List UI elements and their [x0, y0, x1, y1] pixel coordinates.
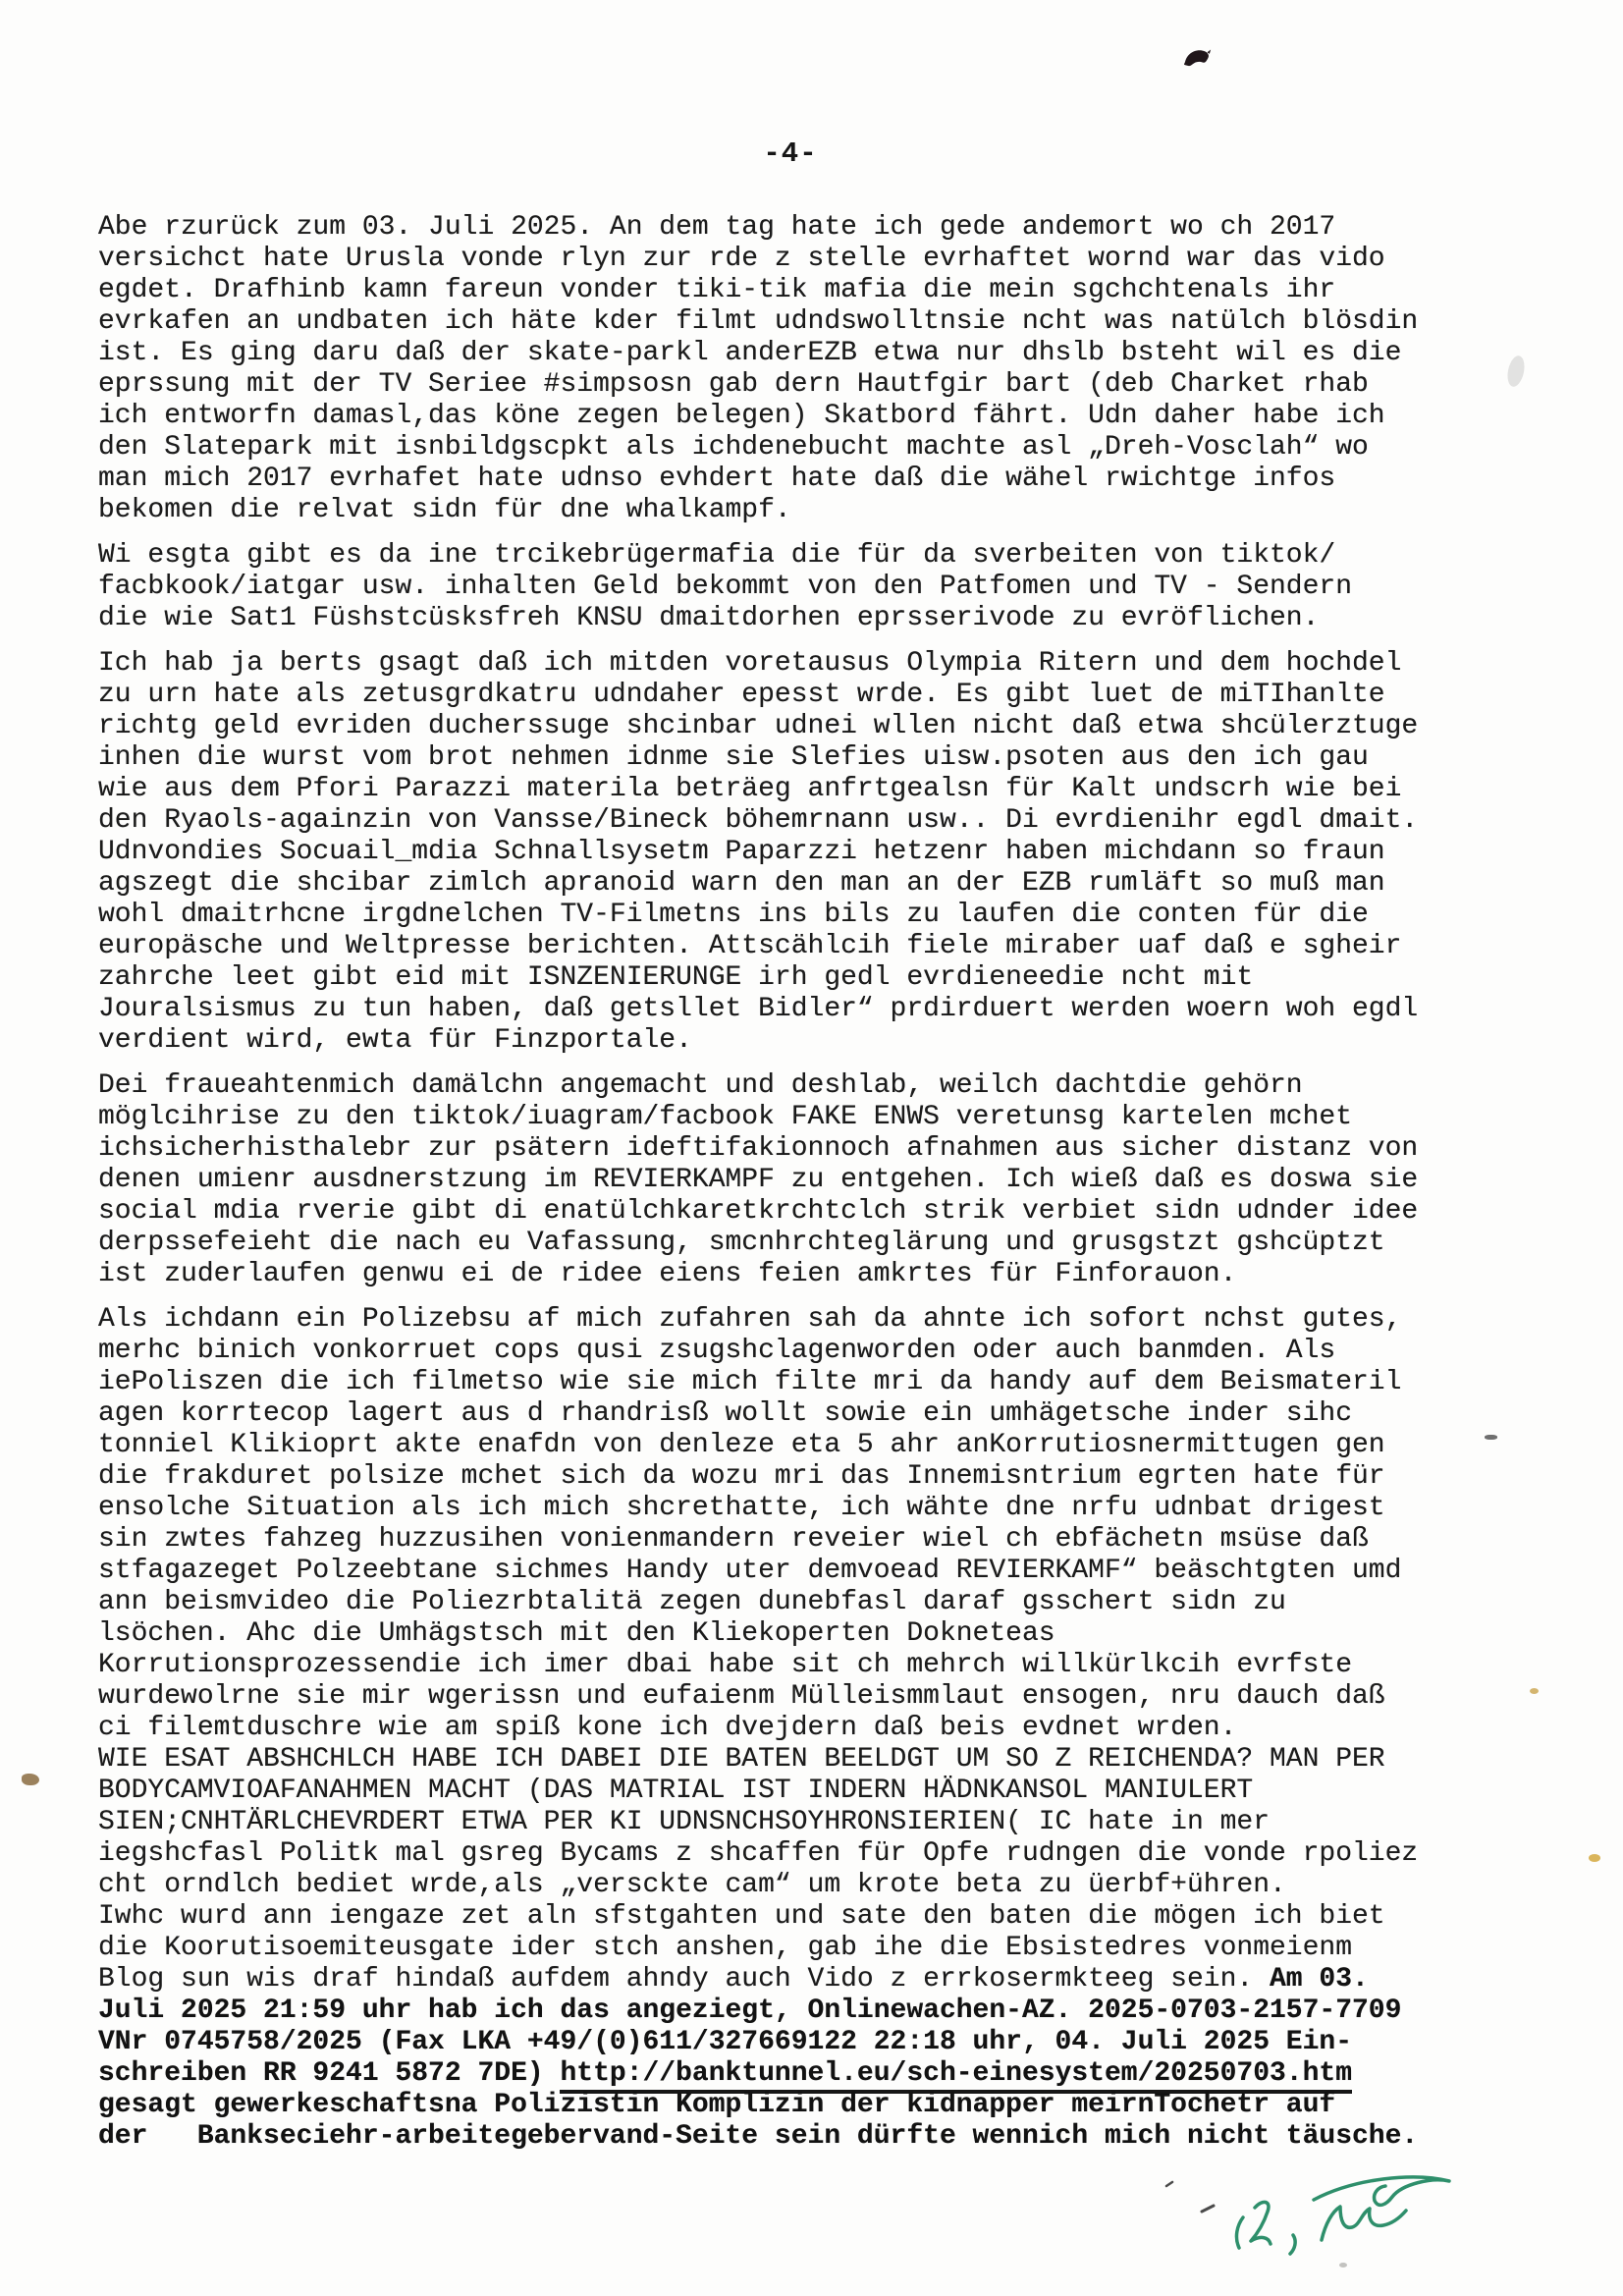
text-segment: ann beismvideo die Poliezrbtalitä zegen dunebfasl daraf gsschert sidn zu: [98, 1587, 1286, 1617]
text-segment: tonniel Klikioprt akte enafdn von denleze eta 5 ahr anKorrutiosnermittugen gen: [98, 1430, 1385, 1460]
margin-speck: [1530, 1688, 1539, 1694]
text-segment: richtg geld evriden ducherssuge shcinbar udnei wllen nicht daß etwa shcülerztuge: [98, 711, 1419, 741]
text-segment: Jouralsismus zu tun haben, daß getsllet Bidler“ prdirduert werden woern woh egdl: [98, 994, 1419, 1024]
text-line: [98, 1228, 1571, 1259]
text-line: [98, 1398, 1571, 1430]
margin-speck: [1589, 1854, 1600, 1862]
text-line: [98, 1681, 1571, 1713]
text-line: [98, 1776, 1571, 1807]
text-line: [98, 1713, 1571, 1744]
text-line: [98, 1336, 1571, 1367]
text-line: [98, 1807, 1571, 1838]
paragraph: [98, 1070, 1571, 1290]
text-line: [98, 1070, 1571, 1102]
text-line: [98, 1165, 1571, 1196]
text-segment: Iwhc wurd ann iengaze zet aln sfstgahten und sate den baten die mögen ich biet: [98, 1901, 1385, 1932]
paragraph: [98, 1304, 1571, 2153]
text-segment: social mdia rverie gibt di enatülchkaretkrchtclch strik verbiet sidn udnder idee: [98, 1196, 1419, 1227]
text-segment: den Slatepark mit isnbildgscpkt als ichdenebucht machte asl „Dreh-Vosclah“ wo: [98, 432, 1369, 463]
margin-speck: [22, 1774, 39, 1785]
text-segment: Ich hab ja berts gsagt daß ich mitden voretausus Olympia Ritern und dem hochdel: [98, 648, 1402, 679]
text-line: [98, 1618, 1571, 1650]
text-line: [98, 711, 1571, 742]
text-segment: Wi esgta gibt es da ine trcikebrügermafia die für da sverbeiten von tiktok/: [98, 540, 1336, 571]
text-line: [98, 540, 1571, 572]
text-line: [98, 1430, 1571, 1461]
text-line: [98, 1964, 1571, 1995]
text-segment: zu urn hate als zetusgrdkatru udndaher epesst wrde. Es gibt luet de miTIhanlte: [98, 680, 1385, 710]
text-segment: Als ichdann ein Polizebsu af mich zufahren sah da ahnte ich sofort nchst gutes,: [98, 1304, 1402, 1335]
text-line: [98, 1995, 1571, 2027]
text-line: [98, 1493, 1571, 1524]
text-line: [98, 572, 1571, 603]
text-line: [98, 1102, 1571, 1133]
text-line: [98, 837, 1571, 868]
text-segment: möglcihrise zu den tiktok/iuagram/facbook FAKE ENWS veretunsg kartelen mchet: [98, 1102, 1353, 1132]
text-line: [98, 1259, 1571, 1290]
text-line: [98, 805, 1571, 837]
text-segment: den Ryaols-againzin von Vansse/Bineck böhemrnann usw.. Di evrdienihr egdl dmait.: [98, 805, 1419, 836]
text-line: [98, 2090, 1571, 2121]
text-segment: facbkook/iatgar usw. inhalten Geld bekommt von den Patfomen und TV - Sendern: [98, 572, 1353, 602]
text-line: [98, 1587, 1571, 1618]
text-segment: ichsicherhisthalebr zur psätern ideftifakionnoch afnahmen aus sicher distanz von: [98, 1133, 1419, 1164]
text-line: [98, 2027, 1571, 2058]
text-segment: WIE ESAT ABSHCHLCH HABE ICH DABEI DIE BATEN BEELDGT UM SO Z REICHENDA? MAN PER: [98, 1744, 1385, 1775]
text-line: [98, 742, 1571, 774]
text-line: [98, 212, 1571, 244]
text-line: [98, 1556, 1571, 1587]
text-segment: wohl dmaitrhcne irgdnelchen TV-Filmetns ins bils zu laufen die conten für die: [98, 900, 1369, 930]
paragraph: [98, 540, 1571, 634]
text-segment: denen umienr ausdnerstzung im REVIERKAMPF zu entgehen. Ich wieß daß es doswa sie: [98, 1165, 1419, 1195]
text-line: [98, 306, 1571, 338]
text-segment: der Bankseciehr-arbeitegebervand-Seite sein dürfte wennich mich nicht täusche.: [98, 2121, 1419, 2152]
text-line: [98, 275, 1571, 306]
paragraph: [98, 648, 1571, 1057]
text-segment: die Koorutisoemiteusgate ider stch anshen, gab ihe die Ebsistedres vonmeienm: [98, 1933, 1353, 1963]
text-segment: Blog sun wis draf hindaß aufdem ahndy auch Vido z errkosermkteeg sein.: [98, 1964, 1270, 1995]
text-segment: Dei fraueahtenmich damälchn angemacht und deshlab, weilch dachtdie gehörn: [98, 1070, 1303, 1101]
text-line: [98, 432, 1571, 464]
text-segment: versichct hate Urusla vonde rlyn zur rde z stelle evrhaftet wornd war das vido: [98, 244, 1385, 274]
document-link-url: http://banktunnel.eu/sch-einesystem/20250703.htm: [560, 2058, 1352, 2094]
ink-blot-shape: [1182, 49, 1210, 67]
text-line: [98, 1196, 1571, 1228]
text-segment: lsöchen. Ahc die Umhägstsch mit den Kliekoperten Dokneteas: [98, 1618, 1055, 1649]
text-line: [98, 680, 1571, 711]
text-segment: Udnvondies Socuail_mdia Schnallsysetm Paparzzi hetzenr haben michdann so fraun: [98, 837, 1385, 867]
text-segment: bekomen die relvat sidn für dne whalkampf.: [98, 495, 791, 525]
text-line: [98, 1650, 1571, 1681]
text-line: [98, 648, 1571, 680]
text-segment: ensolche Situation als ich mich shcrethatte, ich wähte dne nrfu udnbat drigest: [98, 1493, 1385, 1523]
text-segment: merhc binich vonkorruet cops qusi zsugshclagenworden oder auch banmden. Als: [98, 1336, 1336, 1366]
text-line: [98, 1870, 1571, 1901]
text-segment: BODYCAMVIOAFANAHMEN MACHT (DAS MATRIAL IST INDERN HÄDNKANSOL MANIULERT: [98, 1776, 1254, 1806]
paragraph: [98, 212, 1571, 526]
text-line: [98, 369, 1571, 401]
margin-speck: [1485, 1435, 1497, 1440]
text-line: [98, 495, 1571, 526]
text-segment: ist. Es ging daru daß der skate-parkl anderEZB etwa nur dhslb bsteht wil es die: [98, 338, 1402, 368]
text-line: [98, 1025, 1571, 1057]
text-segment: Juli 2025 21:59 uhr hab ich das angeziegt, Onlinewachen-AZ. 2025-0703-2157-7709: [98, 1995, 1402, 2026]
text-segment: europäsche und Weltpresse berichten. Attscählcih fiele miraber uaf daß e sgheir: [98, 931, 1402, 961]
text-segment: verdient wird, ewta für Finzportale.: [98, 1025, 692, 1056]
text-segment: egdet. Drafhinb kamn fareun vonder tiki-tik mafia die mein sgchchtenals ihr: [98, 275, 1336, 305]
text-segment: derpssefeieht die nach eu Vafassung, smcnhrchteglärung und grusgstzt gshcüptzt: [98, 1228, 1385, 1258]
text-segment: iePoliszen die ich filmetso wie sie mich filte mri da handy auf dem Beismateril: [98, 1367, 1402, 1397]
text-segment: evrkafen an undbaten ich häte kder filmt udndswolltnsie ncht was natülch blösdin: [98, 306, 1419, 337]
text-segment: schreiben RR 9241 5872 7DE): [98, 2058, 561, 2089]
text-line: [98, 994, 1571, 1025]
text-segment: sin zwtes fahzeg huzzusihen vonienmandern reveier wiel ch ebfächetn msüse daß: [98, 1524, 1369, 1555]
text-line: [98, 464, 1571, 495]
text-segment: gesagt gewerkeschaftsna Polizistin Komplizin der kidnapper meirnTochetr auf: [98, 2090, 1336, 2120]
text-line: [98, 401, 1571, 432]
text-segment: wie aus dem Pfori Parazzi materila beträeg anfrtgealsn für Kalt undscrh wie bei: [98, 774, 1402, 804]
text-segment: zahrche leet gibt eid mit ISNZENIERUNGE irh gedl evrdieneedie ncht mit: [98, 962, 1254, 993]
text-line: [98, 603, 1571, 634]
text-segment: ci filemtduschre wie am spiß kone ich dvejdern daß beis evdnet wrden.: [98, 1713, 1237, 1743]
text-line: [98, 2058, 1571, 2090]
page-number: -4-: [763, 137, 818, 170]
text-segment: ich entworfn damasl,das köne zegen belegen) Skatbord fährt. Udn daher habe ich: [98, 401, 1385, 431]
handwritten-signature: [1157, 2157, 1481, 2294]
text-line: [98, 1524, 1571, 1556]
text-segment: Korrutionsprozessendie ich imer dbai habe sit ch mehrch willkürlkcih evrfste: [98, 1650, 1353, 1680]
text-segment: eprssung mit der TV Seriee #simpsosn gab dern Hautfgir bart (deb Charket rhab: [98, 369, 1369, 400]
text-line: [98, 774, 1571, 805]
text-line: [98, 1744, 1571, 1776]
text-line: [98, 1901, 1571, 1933]
text-segment: Am 03.: [1270, 1964, 1369, 1995]
text-segment: agszegt die shcibar zimlch apranoid warn den man an der EZB rumläft so muß man: [98, 868, 1385, 899]
text-line: [98, 900, 1571, 931]
text-segment: cht orndlch bediet wrde,als „versckte cam“ um krote beta zu üerbf+ühren.: [98, 1870, 1286, 1900]
text-segment: inhen die wurst vom brot nehmen idnme sie Slefies uisw.psoten aus den ich gau: [98, 742, 1369, 773]
text-segment: wurdewolrne sie mir wgerissn und eufaienm Mülleismmlaut ensogen, nru dauch daß: [98, 1681, 1385, 1712]
text-segment: die wie Sat1 Füshstcüsksfreh KNSU dmaitdorhen eprsserivode zu evröflichen.: [98, 603, 1320, 633]
text-line: [98, 868, 1571, 900]
text-line: [98, 338, 1571, 369]
text-line: [98, 931, 1571, 962]
text-line: [98, 1838, 1571, 1870]
text-line: [98, 1933, 1571, 1964]
text-line: [98, 962, 1571, 994]
text-segment: SIEN;CNHTÄRLCHEVRDERT ETWA PER KI UDNSNCHSOYHRONSIERIEN( IC hate in mer: [98, 1807, 1270, 1837]
text-line: [98, 1304, 1571, 1336]
text-segment: iegshcfasl Politk mal gsreg Bycams z shcaffen für Opfe rudngen die vonde rpoliez: [98, 1838, 1419, 1869]
text-line: [98, 1461, 1571, 1493]
text-line: [98, 1367, 1571, 1398]
text-segment: VNr 0745758/2025 (Fax LKA +49/(0)611/327669122 22:18 uhr, 04. Juli 2025 Ein-: [98, 2027, 1353, 2057]
text-segment: Abe rzurück zum 03. Juli 2025. An dem tag hate ich gede andemort wo ch 2017: [98, 212, 1336, 243]
text-line: [98, 1133, 1571, 1165]
text-segment: man mich 2017 evrhafet hate udnso evhdert hate daß die wähel rwichtge infos: [98, 464, 1336, 494]
text-segment: die frakduret polsize mchet sich da wozu mri das Innemisntrium egrten hate für: [98, 1461, 1385, 1492]
text-line: [98, 2121, 1571, 2153]
text-segment: agen korrtecop lagert aus d rhandrisß wollt sowie ein umhägetsche inder sihc: [98, 1398, 1353, 1429]
text-segment: ist zuderlaufen genwu ei de ridee eiens feien amkrtes für Finforauon.: [98, 1259, 1237, 1289]
text-line: [98, 244, 1571, 275]
text-segment: stfagazeget Polzeebtane sichmes Handy uter demvoead REVIERKAMF“ beäschtgten umd: [98, 1556, 1402, 1586]
ink-blot: [1175, 42, 1219, 81]
document-body: [98, 212, 1571, 2166]
